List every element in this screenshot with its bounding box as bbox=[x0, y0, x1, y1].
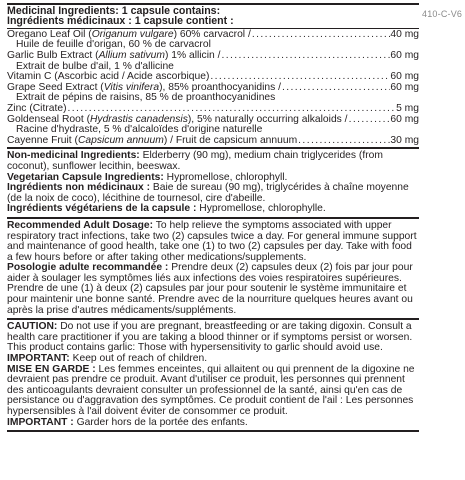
nonmed-en-label: Non-medicinal Ingredients: bbox=[7, 150, 140, 162]
ingredient-list bbox=[7, 30, 419, 147]
veg-fr-text: Hypromellose, chlorophylle. bbox=[196, 203, 326, 215]
dosage-en-text: To help relieve the symptoms associated with upper respiratory tract infections, take two (2) capsules twice a day. For general immune support and maintenance of good health, take one (1) to two (2) capsules per day. Take with food a few hours before or after taking other medications/supplements. bbox=[7, 219, 417, 263]
dosage-en bbox=[7, 221, 419, 263]
divider-dosage bbox=[7, 217, 419, 219]
ingredient-latin-name: Capsicum annuum bbox=[77, 134, 164, 146]
ingredient-row bbox=[7, 51, 419, 62]
ingredient-french-name: Huile de feuille d'origan, 60 % de carvacrol bbox=[16, 39, 211, 51]
important-fr-label: IMPORTANT : bbox=[7, 416, 74, 428]
ingredient-name-suffix: ) 60% carvacrol / bbox=[173, 28, 251, 40]
ingredient-name-text: Cayenne Fruit ( bbox=[7, 134, 78, 146]
ingredient-latin-name: Vitis vinifera bbox=[103, 81, 160, 93]
divider-nonmed bbox=[7, 147, 419, 149]
caution-fr bbox=[7, 365, 419, 418]
product-code: 410-C-V6 bbox=[422, 9, 463, 19]
important-en-text: Keep out of reach of children. bbox=[69, 353, 208, 365]
ingredient-name-suffix: ) / Fruit de capsicum annuum bbox=[163, 134, 298, 146]
important-fr-text: Garder hors de la portée des enfants. bbox=[73, 416, 248, 428]
dot-leader bbox=[348, 115, 391, 126]
dosage-section bbox=[7, 220, 419, 317]
ingredient-amount: 5 mg bbox=[396, 102, 419, 114]
caution-fr-label: MISE EN GARDE : bbox=[7, 363, 96, 375]
ingredient-name bbox=[7, 136, 297, 147]
ingredient-name-text: Vitamin C (Ascorbic acid / Acide ascorbique) bbox=[7, 71, 210, 83]
dosage-fr bbox=[7, 263, 419, 316]
nonmed-en bbox=[7, 151, 419, 172]
ingredient-name-suffix: ), 5% naturally occurring alkaloids / bbox=[187, 113, 348, 125]
bottom-rule bbox=[7, 430, 419, 432]
ingredient-name-suffix: ), 85% proanthocyanidins / bbox=[159, 81, 281, 93]
medicinal-title-fr: Ingrédients médicinaux : 1 capsule contient : bbox=[7, 15, 234, 28]
ingredient-name bbox=[7, 51, 220, 62]
nonmed-fr-text: Baie de sureau (90 mg), triglycérides à chaîne moyenne (de la noix de coco), lécithine de tournesol, cire d'abeille. bbox=[7, 182, 409, 204]
caution-fr-text: Les femmes enceintes, qui allaitent ou qui prennent de la digoxine ne devraient pas prendre ce produit. Avant d'utiliser ce produit, les personnes qui prennent des anticoagulants devraient consulter un professionnel de la santé, ainsi qu'en cas de persistance ou d'aggravation des symptômes. Ce produit contient de l'ail : Les personnes hypersensibles à l'ail doivent éviter de consommer ce produit. bbox=[7, 363, 415, 417]
dosage-fr-label: Posologie adulte recommandée : bbox=[7, 262, 169, 274]
ingredient-amount: 60 mg bbox=[390, 113, 419, 125]
ingredient-row bbox=[7, 136, 419, 147]
dosage-en-label: Recommended Adult Dosage: bbox=[7, 219, 154, 231]
caution-en bbox=[7, 322, 419, 364]
caution-en-label: CAUTION: bbox=[7, 321, 58, 333]
ingredient-french-name: Racine d'hydraste, 5 % d'alcaloïdes d'origine naturelle bbox=[16, 124, 263, 136]
important-fr bbox=[7, 418, 419, 429]
ingredient-amount: 60 mg bbox=[390, 81, 419, 93]
ingredient-latin-name: Allium sativum bbox=[98, 50, 165, 61]
dot-leader bbox=[297, 136, 390, 147]
ingredient-name-text: Garlic Bulb Extract ( bbox=[7, 50, 99, 61]
nonmed-fr bbox=[7, 183, 419, 204]
ingredient-name-text: Zinc (Citrate) bbox=[7, 102, 67, 114]
caution-section bbox=[7, 321, 419, 429]
ingredient-amount: 40 mg bbox=[390, 28, 419, 40]
dosage-fr-text: Prendre deux (2) capsules deux (2) fois par jour pour aider à soulager les symptômes liés aux infections des voies respiratoires supérieures. Prendre de une (1) à deux (2) capsules par jour pour soutenir le système immunitaire et pour maintenir une bonne santé. Prendre avec de la nourriture quelques heures avant ou après la prise d'autres médicaments/suppléments. bbox=[7, 262, 413, 316]
divider-caution bbox=[7, 318, 419, 320]
ingredient-name-suffix: ) 1% allicin / bbox=[164, 50, 221, 61]
veg-en-label: Vegetarian Capsule Ingredients: bbox=[7, 171, 164, 183]
dot-leader bbox=[251, 30, 391, 41]
ingredient-amount: 60 mg bbox=[390, 71, 419, 83]
ingredient-amount: 60 mg bbox=[390, 50, 419, 61]
nonmed-section bbox=[7, 150, 419, 216]
nonmed-en-text: Elderberry (90 mg), medium chain triglycerides (from coconut), sunflower lecithin, beeswax. bbox=[7, 150, 383, 172]
medicinal-section bbox=[7, 6, 419, 146]
ingredient-latin-name: Origanum vulgare bbox=[91, 28, 174, 40]
veg-en-text: Hypromellose, chlorophyll. bbox=[163, 171, 288, 183]
ingredient-name-text: Grape Seed Extract ( bbox=[7, 81, 104, 93]
veg-fr-label: Ingrédients végétariens de la capsule : bbox=[7, 203, 197, 215]
ingredient-french-name: Extrait de bulbe d'ail, 1 % d'allicine bbox=[16, 60, 174, 72]
label-panel bbox=[7, 2, 419, 433]
medicinal-title-en: Medicinal Ingredients: 1 capsule contains: bbox=[7, 5, 221, 17]
ingredient-name-text: Oregano Leaf Oil ( bbox=[7, 28, 92, 40]
veg-capsule-fr bbox=[7, 204, 419, 215]
caution-en-text: Do not use if you are pregnant, breastfeeding or are taking digoxin. Consult a health care practitioner if you are taking a blood thinner or if symptoms persist or worsen. This product contains garlic: Those with hypersensitivity to garlic should avoid use. bbox=[7, 321, 413, 354]
ingredient-amount: 30 mg bbox=[390, 134, 419, 146]
ingredient-latin-name: Hydrastis canadensis bbox=[90, 113, 188, 125]
ingredient-name-text: Goldenseal Root ( bbox=[7, 113, 90, 125]
nonmed-fr-label: Ingrédients non médicinaux : bbox=[7, 182, 151, 194]
ingredient-french-name: Extrait de pépins de raisins, 85 % de proanthocyanidines bbox=[16, 92, 276, 104]
important-en-label: IMPORTANT: bbox=[7, 353, 70, 365]
dot-leader bbox=[220, 51, 390, 62]
dot-leader bbox=[281, 83, 390, 94]
